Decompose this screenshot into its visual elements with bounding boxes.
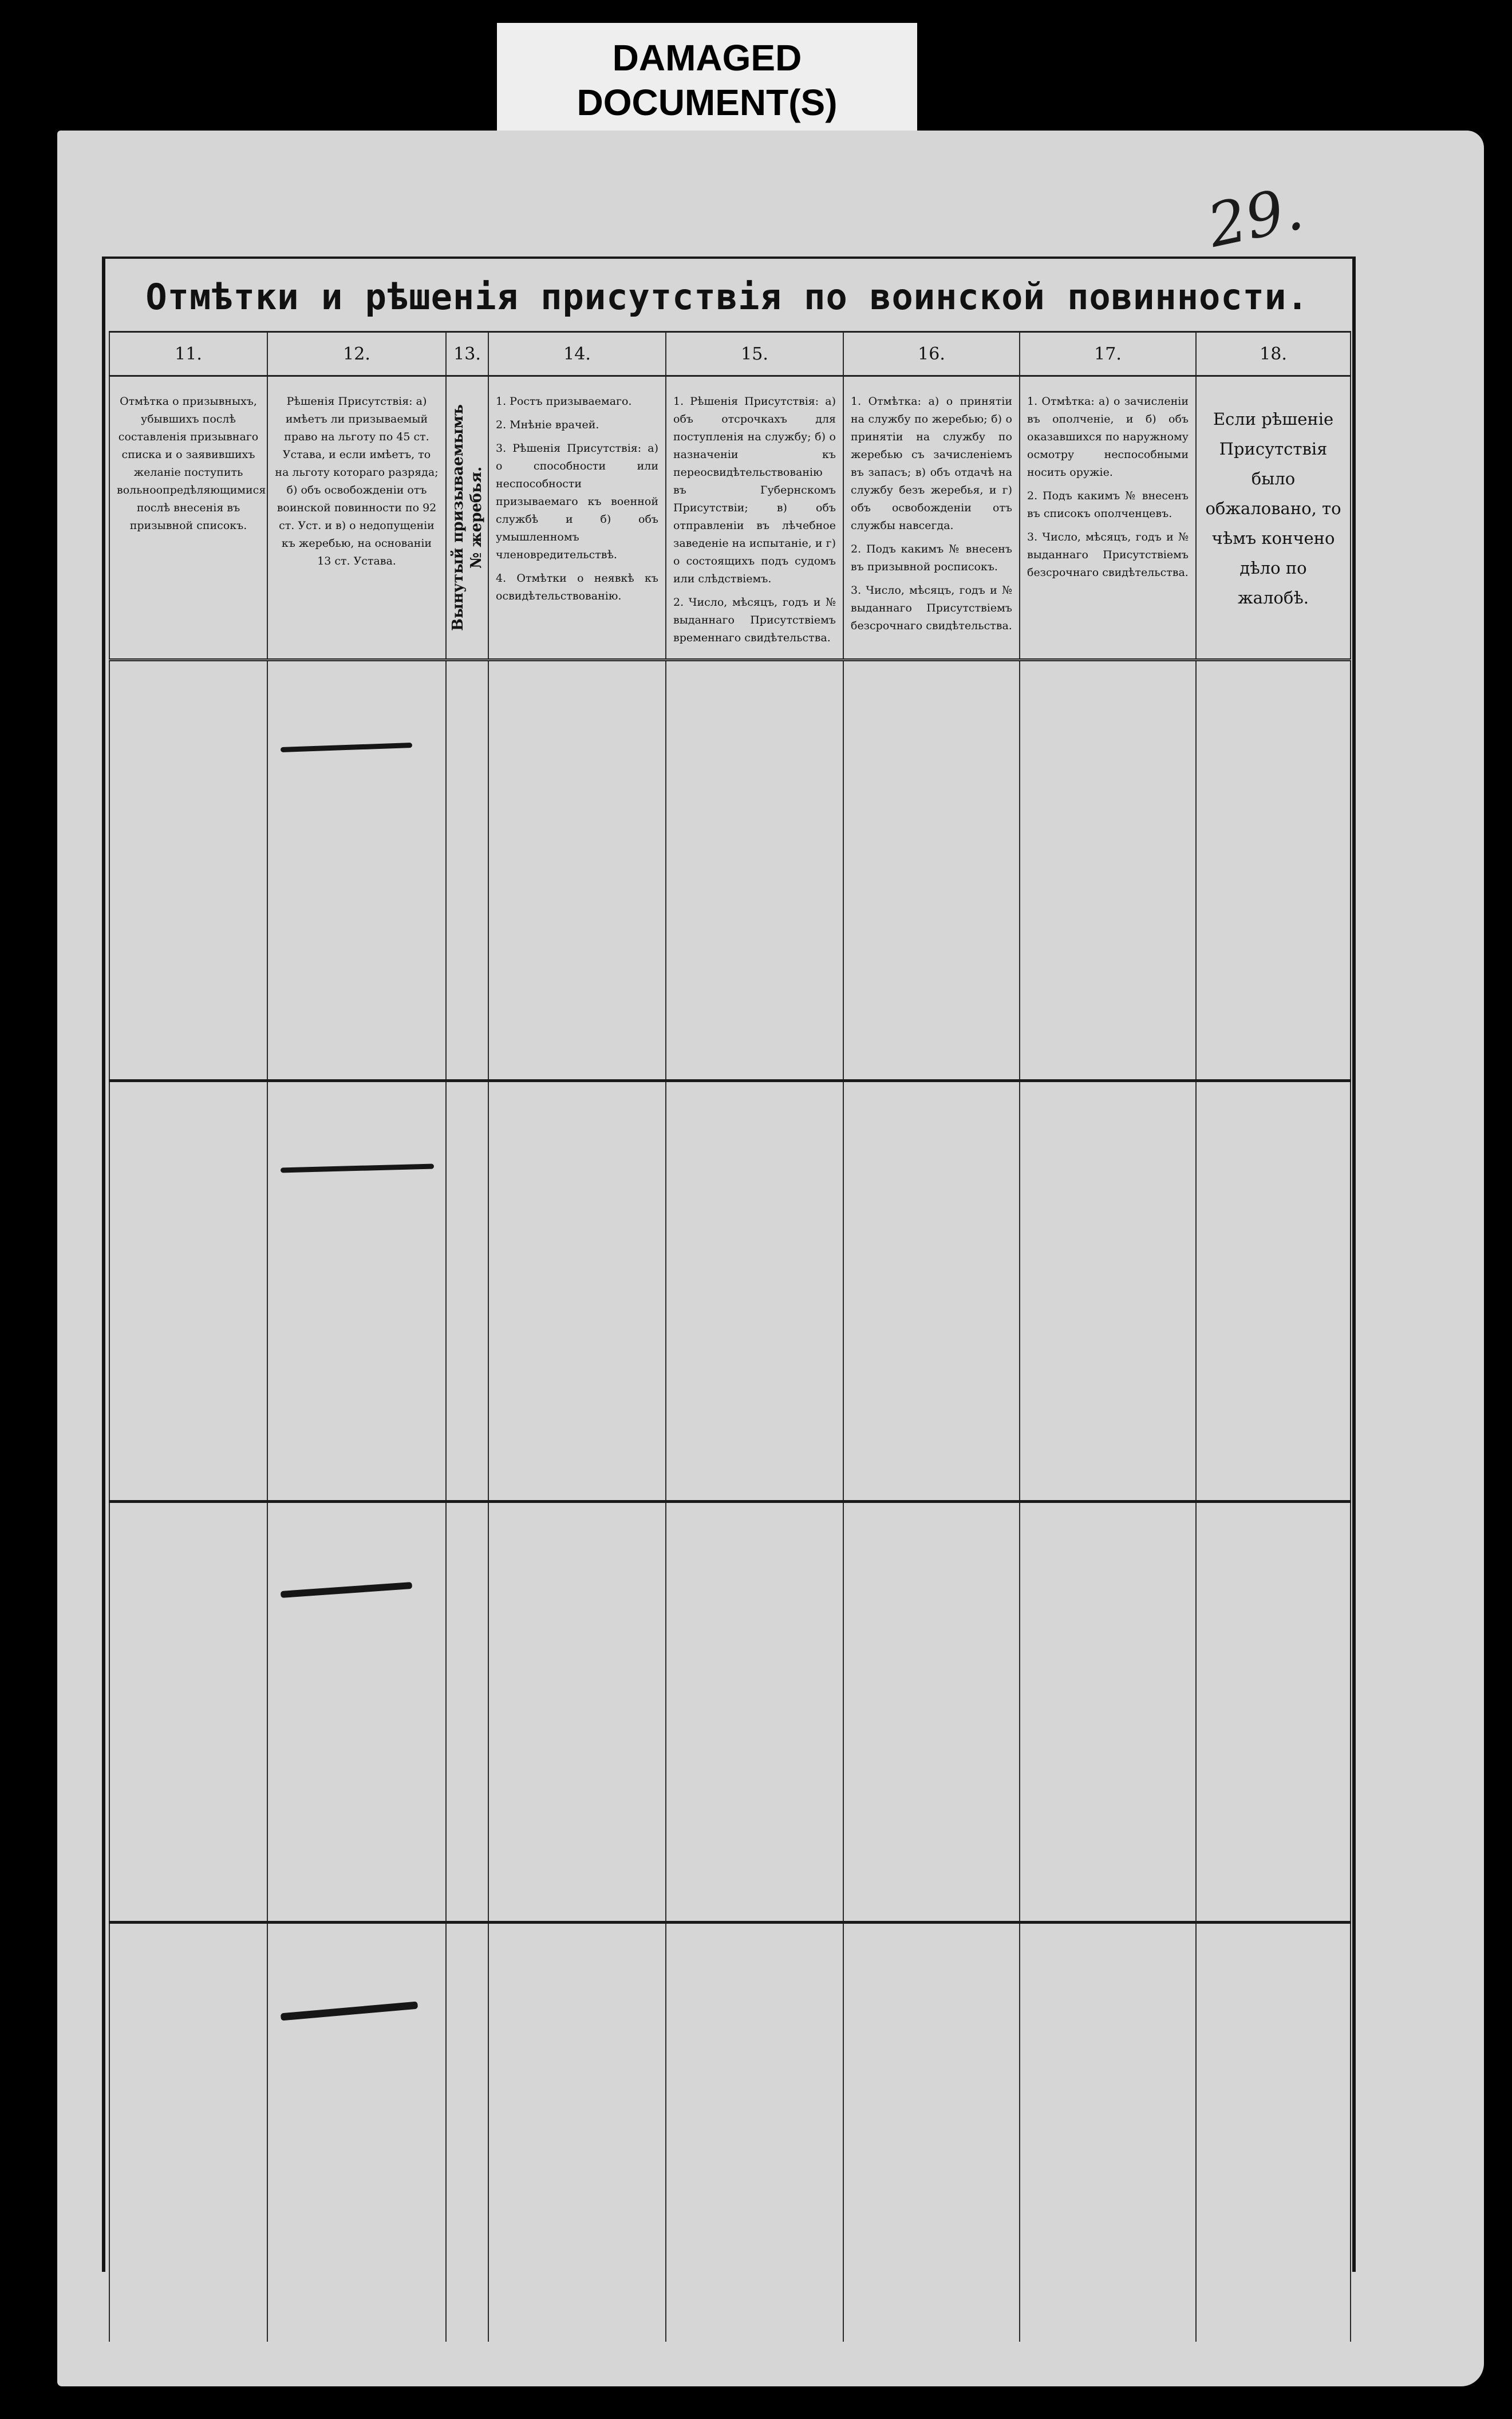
column-number: 17. (1020, 332, 1196, 376)
table-row (109, 1923, 1351, 2342)
cell-col-15 (666, 1502, 843, 1923)
cell-col-18 (1196, 1502, 1351, 1923)
cell-col-15 (666, 660, 843, 1081)
cell-col-15 (666, 1923, 843, 2342)
stamp-line-1: DAMAGED (612, 37, 802, 78)
cell-col-11 (109, 1923, 267, 2342)
column-number: 18. (1196, 332, 1351, 376)
cell-col-17 (1020, 1081, 1196, 1502)
cell-col-16 (843, 1502, 1020, 1923)
column-number: 12. (267, 332, 446, 376)
column-heading-17 (1020, 376, 1196, 660)
dash-mark (281, 2002, 418, 2021)
heading-text: Отмѣтка о призывныхъ, убывшихъ послѣ составленія призывнаго списка и о заявившихъ желаніе поступить вольноопредѣляющимися послѣ внесенія въ призывной списокъ. (117, 395, 266, 532)
column-number: 13. (446, 332, 488, 376)
heading-text: № жеребья. (468, 466, 485, 569)
heading-item: 1. Отмѣтка: а) о зачисленіи въ ополченіе, и б) объ оказавшихся по наружному осмотру неспособными носить оружіе. (1027, 395, 1189, 479)
cell-col-17 (1020, 1502, 1196, 1923)
cell-col-14 (488, 1081, 666, 1502)
cell-col-16 (843, 660, 1020, 1081)
column-number-row (109, 332, 1351, 376)
dash-mark (281, 743, 412, 752)
column-heading-13 (446, 376, 488, 660)
heading-item: 2. Подъ какимъ № внесенъ въ призывной росписокъ. (851, 543, 1012, 573)
page-title: Отмѣтки и рѣшенія присутствія по воинской повинности. (145, 275, 1309, 318)
column-number: 11. (109, 332, 267, 376)
cell-col-12 (267, 1923, 446, 2342)
table-row (109, 1502, 1351, 1923)
column-heading-16 (843, 376, 1020, 660)
column-number: 16. (843, 332, 1020, 376)
dash-mark (281, 1582, 412, 1598)
column-heading-row (109, 376, 1351, 660)
heading-item: 2. Подъ какимъ № внесенъ въ списокъ ополченцевъ. (1027, 490, 1189, 520)
heading-text-vertical (449, 404, 485, 631)
cell-col-12 (267, 1502, 446, 1923)
cell-col-11 (109, 1502, 267, 1923)
heading-item: 3. Рѣшенія Присутствія: а) о способности или неспособности призываемаго къ военной службѣ и б) объ умышленномъ членовредительствѣ. (496, 442, 658, 561)
cell-col-15 (666, 1081, 843, 1502)
cell-col-12 (267, 1081, 446, 1502)
stamp-line-2: DOCUMENT(S) (577, 82, 838, 123)
table-row (109, 660, 1351, 1081)
cell-col-13 (446, 1502, 488, 1923)
heading-item: 2. Мнѣніе врачей. (496, 419, 599, 431)
column-heading-12 (267, 376, 446, 660)
heading-text: Рѣшенія Присутствія: а) имѣетъ ли призываемый право на льготу по 45 ст. Устава, и если имѣетъ, то на льготу котораго разряда; б) объ освобожденіи отъ воинской повинности по 92 ст. Уст. и в) о недопущеніи къ жеребью, на основаніи 13 ст. Устава. (275, 395, 439, 567)
register-table (109, 331, 1351, 2342)
dash-mark (281, 1163, 434, 1173)
cell-col-17 (1020, 1923, 1196, 2342)
heading-item: 4. Отмѣтки о неявкѣ къ освидѣтельствованію. (496, 572, 658, 602)
heading-text: Вынутый призываемымъ (449, 404, 467, 632)
heading-item: 3. Число, мѣсяцъ, годъ и № выданнаго Присутствіемъ безсрочнаго свидѣтельства. (851, 584, 1012, 632)
cell-col-12 (267, 660, 446, 1081)
damaged-document-stamp (497, 23, 917, 137)
cell-col-14 (488, 1923, 666, 2342)
heading-item: 3. Число, мѣсяцъ, годъ и № выданнаго Присутствіемъ безсрочнаго свидѣтельства. (1027, 531, 1189, 579)
column-heading-18 (1196, 376, 1351, 660)
page-number: 29. (1202, 173, 1309, 261)
cell-col-14 (488, 660, 666, 1081)
cell-col-16 (843, 1081, 1020, 1502)
column-heading-14 (488, 376, 666, 660)
heading-item: 1. Отмѣтка: а) о принятіи на службу по жеребью; б) о принятіи на службу по жеребью съ зачисленіемъ въ запасъ; в) объ отдачѣ на службу безъ жеребья, и г) объ освобожденіи отъ службы навсегда. (851, 395, 1012, 532)
cell-col-14 (488, 1502, 666, 1923)
cell-col-18 (1196, 660, 1351, 1081)
column-number: 15. (666, 332, 843, 376)
cell-col-16 (843, 1923, 1020, 2342)
table-row (109, 1081, 1351, 1502)
column-heading-11 (109, 376, 267, 660)
cell-col-11 (109, 1081, 267, 1502)
heading-item: 1. Рѣшенія Присутствія: а) объ отсрочкахъ для поступленія на службу; б) о назначеніи къ переосвидѣтельствованію въ Губернскомъ Присутствіи; в) объ отправленіи въ лѣчебное заведеніе на испытаніе, и г) о состоящихъ подъ судомъ или слѣдствіемъ. (673, 395, 836, 585)
cell-col-13 (446, 1923, 488, 2342)
cell-col-18 (1196, 1923, 1351, 2342)
cell-col-13 (446, 1081, 488, 1502)
heading-text: Если рѣшеніе Присутствія было обжаловано, то чѣмъ кончено дѣло по жалобѣ. (1205, 409, 1341, 607)
cell-col-11 (109, 660, 267, 1081)
cell-col-17 (1020, 660, 1196, 1081)
cell-col-18 (1196, 1081, 1351, 1502)
cell-col-13 (446, 660, 488, 1081)
heading-item: 1. Ростъ призываемаго. (496, 395, 632, 408)
heading-item: 2. Число, мѣсяцъ, годъ и № выданнаго Присутствіемъ временнаго свидѣтельства. (673, 596, 836, 644)
column-heading-15 (666, 376, 843, 660)
column-number: 14. (488, 332, 666, 376)
